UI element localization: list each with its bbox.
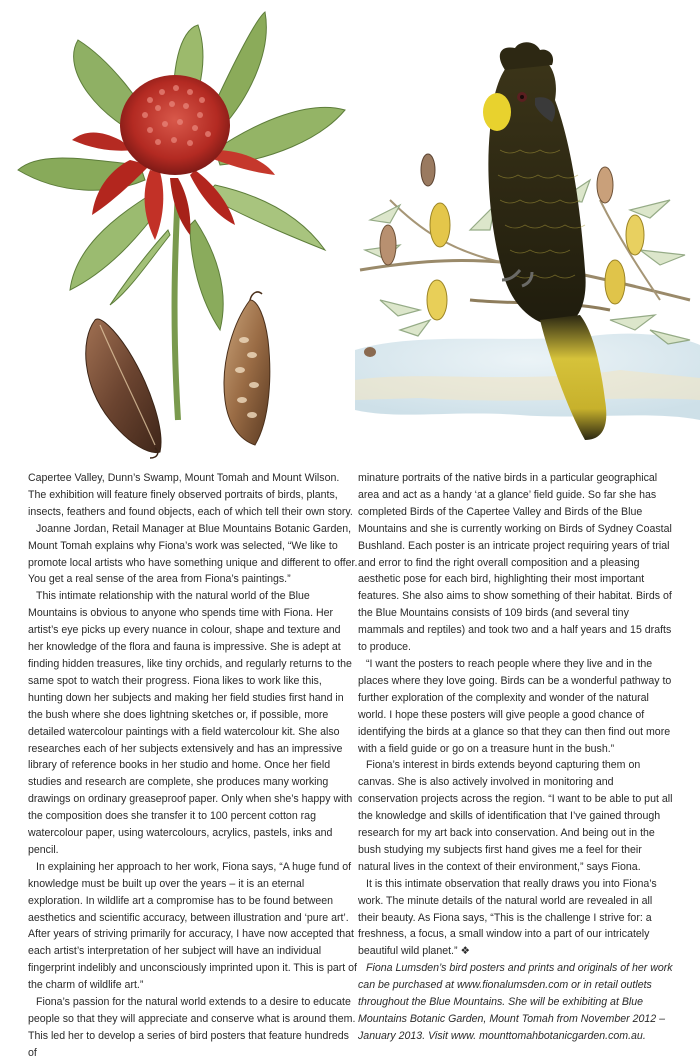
end-mark-icon: ❖ xyxy=(460,945,470,958)
article-right-column xyxy=(358,470,674,1045)
cockatoo-illustration xyxy=(355,42,700,440)
paragraph: Capertee Valley, Dunn’s Swamp, Mount Tomah and Mount Wilson. The exhibition will feature finely observed portraits of birds, plants, insects, feathers and found objects, each of which tell their own story. xyxy=(28,472,353,518)
paragraph: Joanne Jordan, Retail Manager at Blue Mountains Botanic Garden, Mount Tomah explains why Fiona’s work was selected, “We like to promote local artists who have something unique and different to offer. You get a real sense of the area from Fiona’s paintings.” xyxy=(28,522,358,586)
paragraph: “I want the posters to reach people where they live and in the places where they love going. Birds can be a wonderful pathway to further exploration of the complexity and wonder of the natural world. I hope these posters will give people a good chance of identifying the birds at a glance so that they can then find out more with a field guide or go on a treasure hunt in the bush.” xyxy=(358,657,672,755)
paragraph-text: It is this intimate observation that really draws you into Fiona’s work. The minute details of the natural world are revealed in all their beauty. As Fiona says, “This is the challenge I strive for: a freshness, a focus, a small window into a part of our intricately beautiful wild planet.” xyxy=(358,877,657,958)
paragraph: This intimate relationship with the natural world of the Blue Mountains is obvious to anyone who spends time with Fiona. Her artist’s eye picks up every nuance in colour, shape and texture and her knowledge of the flora and fauna is impressive. She is adept at finding hidden treasures, like tiny orchids, and regularly returns to the same spot to watch their progress. Fiona likes to work like this, hunting down her subjects and making her field studies first hand in the bush where she does lightning sketches or, if possible, more detailed watercolour paintings with a field watercolour kit. She also researches each of her subjects extensively and has an impressive library of reference books in her studio and home. Once her field studies and research are complete, she produces many working drawings on ordinary greaseproof paper. Only when she’s happy with the composition does she transfer it to 100 percent cotton rag watercolour paper, using watercolours, acrylics, pastels, inks and pencil. xyxy=(28,590,353,856)
watercolour-illustrations xyxy=(0,0,700,465)
paragraph-final xyxy=(358,876,674,961)
author-credit: Fiona Lumsden’s bird posters and prints and originals of her work can be purchased at www.fionalumsden.com or in retail outlets throughout the Blue Mountains. She will be exhibiting at Blue Mountains Botanic Garden, Mount Tomah from November 2012 – January 2013. Visit www. mounttomahbotanicgarden.com.au. xyxy=(358,962,673,1042)
illustrations xyxy=(0,0,700,465)
article-left-column xyxy=(28,470,358,1062)
paragraph: Fiona’s interest in birds extends beyond capturing them on canvas. She is also actively involved in monitoring and conservation projects across the region. “I want to be able to put all the knowledge and skills of identification that I’ve gained through research for my art back into conservation. And being out in the bush studying my subjects first hand gives me a feel for their natural lives in the context of their environment,” says Fiona. xyxy=(358,759,673,873)
paragraph: minature portraits of the native birds in a particular geographical area and act as a handy ‘at a glance’ field guide. So far she has completed Birds of the Capertee Valley and Birds of the Blue Mountains and she is currently working on Birds of Sydney Coastal Bushland. Each poster is an intricate project requiring years of trial and error to find the right overall composition and a pleasing aesthetic pose for each bird, highlighting their most important features. She also aims to show something of their habitat. Birds of the Blue Mountains consists of 109 birds (and several tiny mammals and reptiles) and took two and a half years and 15 drafts to produce. xyxy=(358,472,672,654)
paragraph: Fiona’s passion for the natural world extends to a desire to educate people so that they will appreciate and conserve what is around them. This led her to develop a series of bird posters that feature hundreds of xyxy=(28,996,356,1059)
paragraph: In explaining her approach to her work, Fiona says, “A huge fund of knowledge must be built up over the years – it is an eternal exploration. In wildlife art a compromise has to be found between aesthetics and scientific accuracy, between illustration and ‘pure art’. After years of striving primarily for accuracy, I have now accepted that each artist’s interpretation of her subject will have an individual fingerprint indelibly and unconsciously imprinted upon it. This is part of the charm of wildlife art.” xyxy=(28,860,357,992)
waratah-illustration xyxy=(18,12,345,458)
